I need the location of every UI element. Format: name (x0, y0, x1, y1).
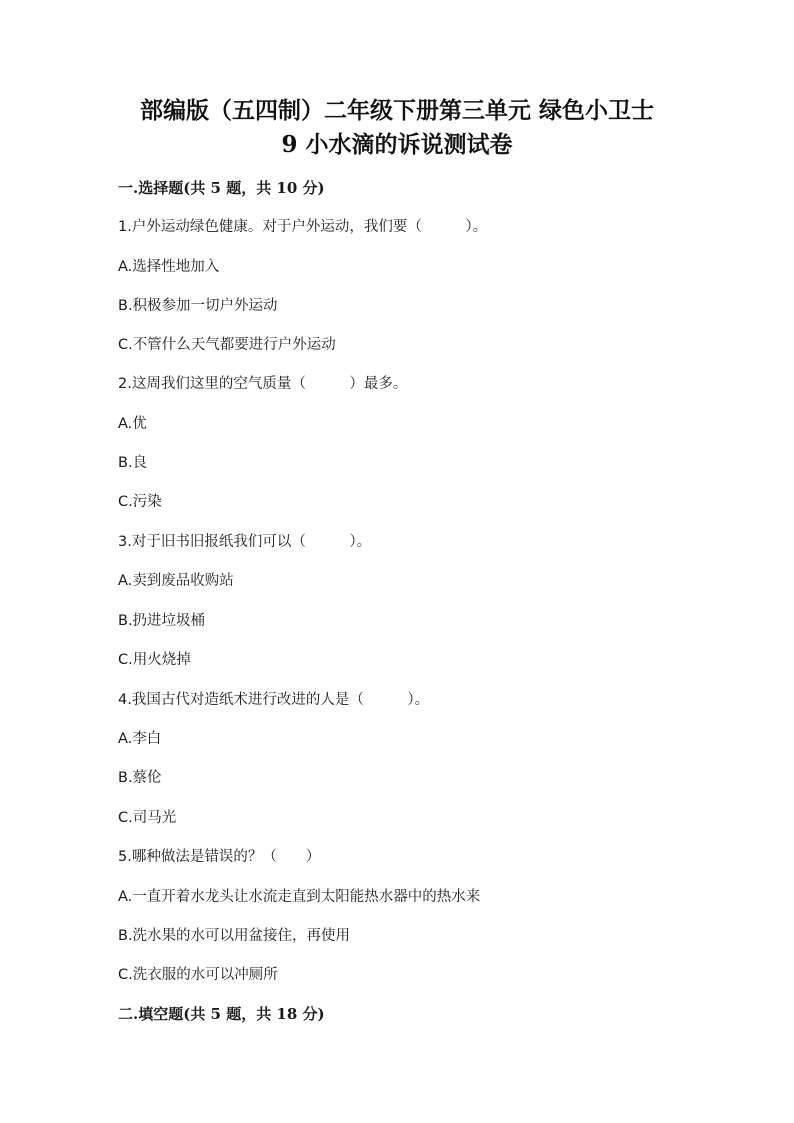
question-5-option-a: A.一直开着水龙头让水流走直到太阳能热水器中的热水来 (118, 889, 481, 905)
section-heading-multiple-choice: 一.选择题(共 5 题，共 10 分) (118, 179, 325, 197)
question-1-option-c: C.不管什么天气都要进行户外运动 (118, 337, 336, 353)
question-1-stem: 1.户外运动绿色健康。对于户外运动，我们要（ ）。 (118, 219, 488, 235)
question-4-option-b: B.蔡伦 (118, 770, 162, 786)
question-5-option-c: C.洗衣服的水可以冲厕所 (118, 967, 278, 983)
question-5-stem: 5.哪种做法是错误的？（ ） (118, 849, 321, 865)
question-3-option-a: A.卖到废品收购站 (118, 573, 234, 589)
question-3-option-c: C.用火烧掉 (118, 652, 191, 668)
question-4-option-c: C.司马光 (118, 810, 177, 826)
question-4-option-a: A.李白 (118, 731, 162, 747)
exam-title-line1: 部编版（五四制）二年级下册第三单元 绿色小卫士 (139, 97, 654, 124)
question-4-stem: 4.我国古代对造纸术进行改进的人是（ ）。 (118, 692, 430, 708)
question-1-option-a: A.选择性地加入 (118, 259, 220, 275)
question-2-option-a: A.优 (118, 416, 147, 432)
question-1-option-b: B.积极参加一切户外运动 (118, 298, 278, 314)
question-3-stem: 3.对于旧书旧报纸我们可以（ ）。 (118, 534, 372, 550)
question-2-option-c: C.污染 (118, 494, 162, 510)
question-5-option-b: B.洗水果的水可以用盆接住，再使用 (118, 928, 351, 944)
exam-title-line2: 9 小水滴的诉说测试卷 (281, 131, 513, 158)
question-3-option-b: B.扔进垃圾桶 (118, 613, 206, 629)
question-2-option-b: B.良 (118, 455, 148, 471)
section-heading-fill-in-blank: 二.填空题(共 5 题，共 18 分) (118, 1005, 325, 1023)
question-2-stem: 2.这周我们这里的空气质量（ ）最多。 (118, 376, 408, 392)
